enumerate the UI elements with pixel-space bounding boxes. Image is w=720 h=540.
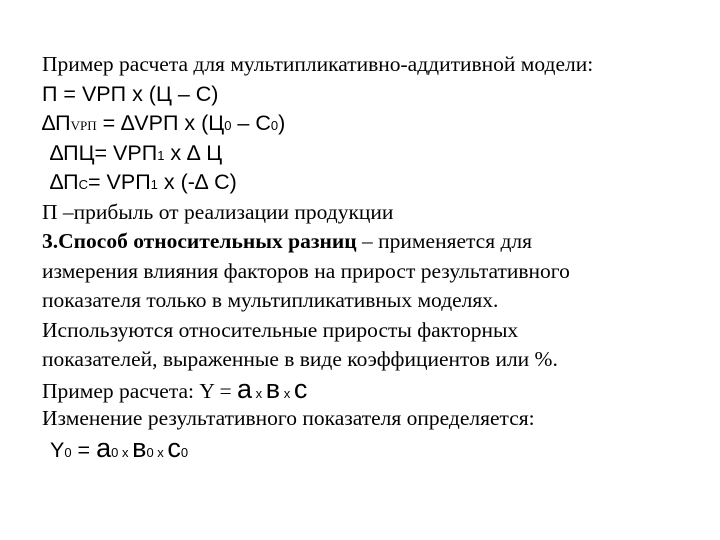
times-sign: х (-	[157, 170, 195, 194]
formula-profit-rhs: VРП х (Ц – С)	[81, 81, 219, 106]
times-sign: х	[164, 140, 188, 165]
definition-line: П –прибыль от реализации продукции	[42, 199, 394, 224]
subscript-one: 1	[150, 177, 158, 192]
times-sign: х	[280, 385, 294, 401]
result-y: Y	[50, 437, 65, 462]
heading-line: Пример расчета для мультипликативно-аддитивной модели:	[42, 52, 594, 76]
delta-symbol: ∆	[194, 170, 209, 194]
factor-b: в	[265, 373, 281, 404]
close-paren: )	[278, 111, 286, 135]
formula-minus-c: – С	[231, 111, 271, 135]
formula-delta-cost-rhs: = VРП	[88, 170, 151, 194]
factor-c: с	[167, 432, 181, 463]
formula-delta-price	[42, 139, 702, 169]
formula-delta-price-rhs: = VРП	[94, 140, 158, 165]
formula-delta-cost	[42, 168, 702, 198]
formula-profit	[42, 80, 702, 110]
profit-symbol: П	[63, 140, 79, 165]
example-line	[42, 375, 702, 405]
method-text-2: измерения влияния факторов на прирост результативного	[42, 258, 570, 283]
subscript-one: 1	[157, 147, 165, 163]
subscript-zero: 0	[146, 444, 154, 460]
subscript-zero: 0	[270, 118, 279, 133]
subscript-cost: С	[78, 177, 88, 192]
subscript-zero: 0	[224, 118, 232, 133]
delta-symbol: ∆	[42, 111, 56, 135]
delta-symbol: ∆	[50, 170, 64, 194]
equals-sign: =	[71, 437, 97, 462]
formula-delta-vrp-rhs: VРП х (Ц	[134, 111, 225, 135]
times-sign: х	[252, 385, 266, 401]
factor-a: а	[96, 432, 112, 463]
delta-symbol: ∆	[121, 111, 135, 135]
change-line: Изменение результативного показателя определяется:	[42, 406, 535, 430]
method-heading-line	[42, 227, 702, 257]
formula-delta-vrp	[42, 109, 702, 139]
factor-c: с	[293, 373, 308, 404]
times-sign: х	[118, 444, 133, 460]
method-text-5: показателей, выраженные в виде коэффициентов или %.	[42, 347, 558, 371]
cost-symbol: С)	[208, 170, 237, 194]
method-text-1: – применяется для	[356, 229, 533, 253]
factor-a: а	[236, 373, 253, 404]
subscript-vrp: VРП	[70, 118, 97, 133]
equals-sign: =	[96, 111, 122, 135]
factor-b: в	[132, 432, 147, 463]
price-symbol: Ц	[200, 140, 223, 165]
subscript-zero: 0	[180, 444, 189, 460]
delta-symbol: ∆	[50, 140, 64, 165]
subscript-zero: 0	[64, 444, 72, 460]
times-sign: х	[153, 444, 168, 460]
method-title: 3.Способ относительных разниц	[42, 229, 357, 253]
subscript-price: Ц	[78, 140, 95, 165]
formula-profit-lhs: П =	[42, 81, 82, 106]
slide-content	[42, 50, 702, 463]
method-text-3: показателя только в мультипликативных моделях.	[42, 288, 499, 312]
method-text-4: Используются относительные приросты факторных	[42, 317, 519, 342]
subscript-zero: 0	[111, 444, 119, 460]
formula-base	[42, 434, 702, 464]
delta-symbol: ∆	[187, 140, 201, 165]
example-prefix: Пример расчета: Y =	[42, 378, 237, 403]
profit-symbol: П	[55, 111, 71, 135]
profit-symbol: П	[63, 170, 79, 194]
